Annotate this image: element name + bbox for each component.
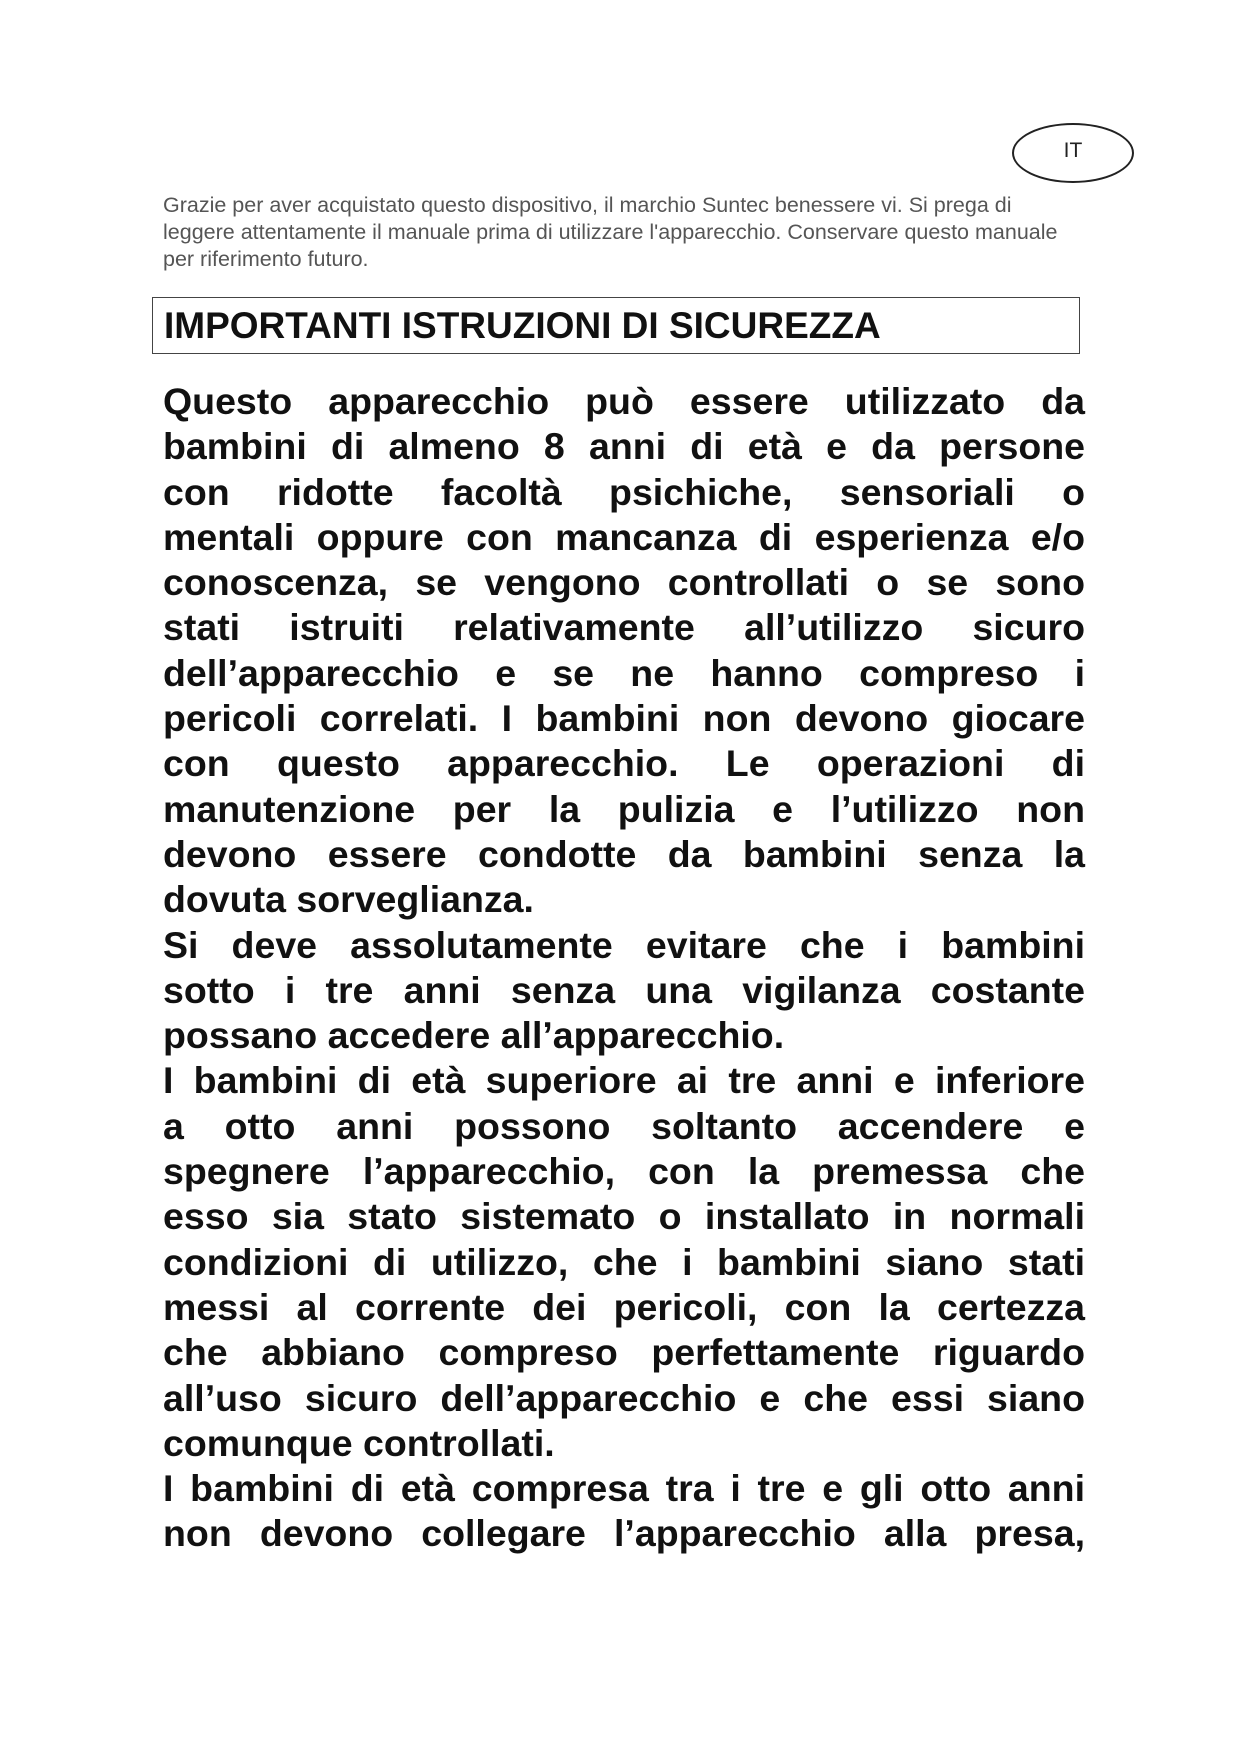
body-line: comunque controllati. [163,1421,555,1464]
body-line: a otto anni possono soltanto accendere e [163,1104,1085,1147]
body-line: manutenzione per la pulizia e l’utilizzo non [163,787,1085,830]
body-line: I bambini di età superiore ai tre anni e inferiore [163,1059,1085,1102]
body-line: pericoli correlati. I bambini non devono giocare [163,697,1085,740]
body-line: all’uso sicuro dell’apparecchio e che essi siano [163,1376,1085,1419]
body-line: con ridotte facoltà psichiche, sensoriali o [163,470,1085,513]
section-title-box [152,297,1080,354]
language-badge [1012,123,1134,183]
body-line: stati istruiti relativamente all’utilizzo sicuro [163,606,1085,649]
language-code: IT [1063,139,1083,162]
body-line: non devono collegare l’apparecchio alla presa, [163,1512,1085,1555]
section-title: IMPORTANTI ISTRUZIONI DI SICUREZZA [164,305,881,346]
body-line: messi al corrente dei pericoli, con la certezza [163,1285,1085,1328]
body-line: con questo apparecchio. Le operazioni di [163,742,1085,785]
intro-paragraph: Grazie per aver acquistato questo dispositivo, il marchio Suntec benessere vi. Si prega di leggere attentamente il manuale prima di utilizzare l'apparecchio. Conservare questo manuale per riferimento futuro. [163,193,1058,271]
body-line: conoscenza, se vengono controllati o se sono [163,561,1085,604]
body-line: mentali oppure con mancanza di esperienza e/o [163,515,1085,558]
body-line: devono essere condotte da bambini senza la [163,832,1085,875]
body-line: sotto i tre anni senza una vigilanza costante [163,968,1085,1011]
body-line: esso sia stato sistemato o installato in normali [163,1195,1085,1238]
safety-instructions-text [163,379,1085,1557]
body-line: che abbiano compreso perfettamente riguardo [163,1331,1085,1374]
body-line: I bambini di età compresa tra i tre e gli otto anni [163,1467,1085,1510]
body-line: Si deve assolutamente evitare che i bambini [163,923,1085,966]
body-line: bambini di almeno 8 anni di età e da persone [163,425,1085,468]
body-line: condizioni di utilizzo, che i bambini siano stati [163,1240,1085,1283]
body-line: possano accedere all’apparecchio. [163,1014,785,1057]
body-line: dell’apparecchio e se ne hanno compreso i [163,651,1085,694]
body-line: dovuta sorveglianza. [163,878,534,921]
body-line: Questo apparecchio può essere utilizzato da [163,380,1085,422]
body-line: spegnere l’apparecchio, con la premessa che [163,1150,1085,1193]
